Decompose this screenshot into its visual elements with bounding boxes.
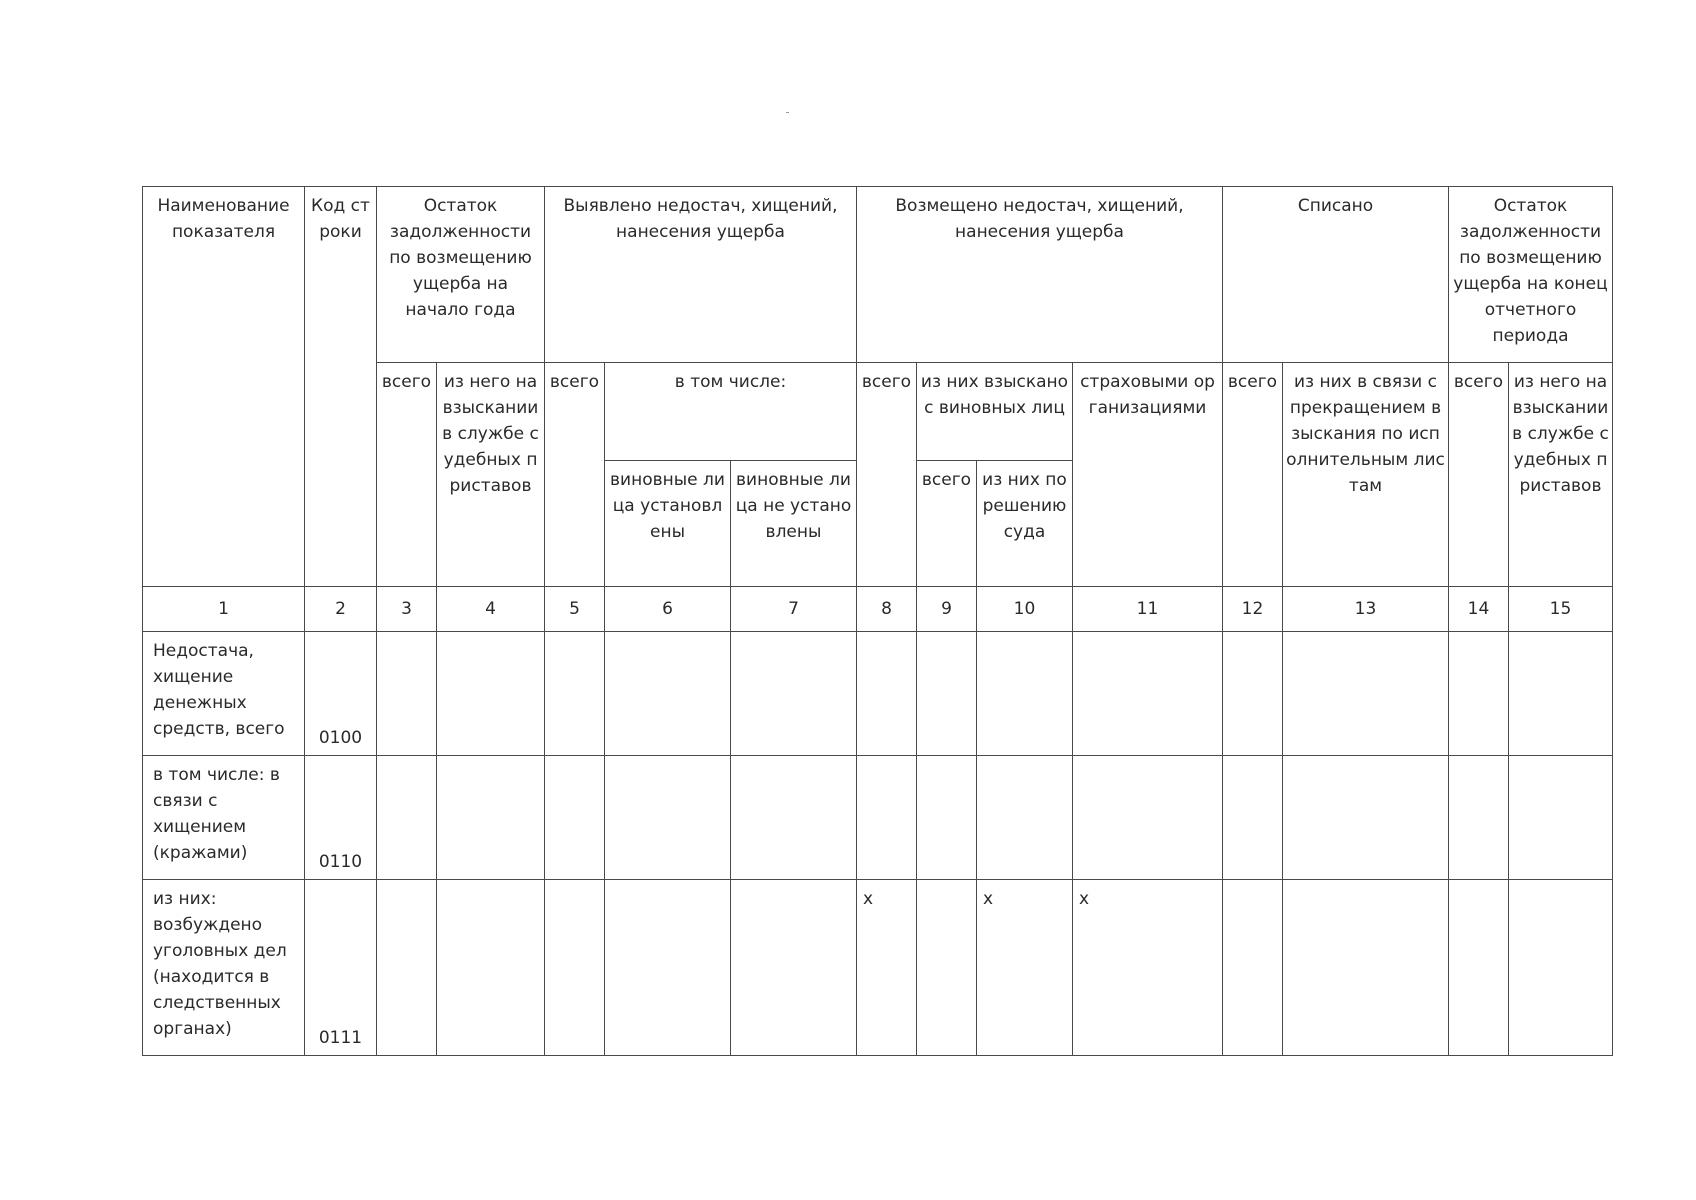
- data-cell: [545, 880, 605, 1056]
- header-compensated-total: всего: [857, 363, 917, 587]
- data-cell: [977, 632, 1073, 756]
- damage-report-table-wrapper: [142, 186, 1613, 1056]
- data-cell: [1283, 880, 1449, 1056]
- data-cell: [977, 756, 1073, 880]
- column-number: 7: [731, 587, 857, 632]
- data-cell: [1223, 632, 1283, 756]
- header-including: в том числе:: [605, 363, 857, 461]
- header-identified: Выявлено недостач, хищений, нанесения ущерба: [545, 187, 857, 363]
- data-cell: [377, 756, 437, 880]
- table-row: [143, 756, 1613, 880]
- row-name: в том числе: в связи с хищением (кражами): [143, 756, 305, 880]
- data-cell: [605, 632, 731, 756]
- data-cell: [605, 756, 731, 880]
- data-cell: [437, 756, 545, 880]
- header-recovered-from-culprits: из них взыскано с виновных лиц: [917, 363, 1073, 461]
- column-number-row: [143, 587, 1613, 632]
- header-balance-start: Остаток задолженности по возмещению ущерба на начало года: [377, 187, 545, 363]
- data-cell: [731, 632, 857, 756]
- header-culprits-identified: виновные лица установлены: [605, 461, 731, 587]
- data-cell: [1449, 632, 1509, 756]
- header-recovered-total: всего: [917, 461, 977, 587]
- data-cell: [731, 756, 857, 880]
- header-insurance: страховыми организациями: [1073, 363, 1223, 587]
- column-number: 3: [377, 587, 437, 632]
- data-cell: [1223, 756, 1283, 880]
- header-indicator-name: Наименование показателя: [143, 187, 305, 587]
- data-cell: [545, 756, 605, 880]
- x-mark-cell: x: [1073, 880, 1223, 1056]
- column-number: 10: [977, 587, 1073, 632]
- data-cell: [437, 880, 545, 1056]
- data-cell: [545, 632, 605, 756]
- column-number: 14: [1449, 587, 1509, 632]
- header-balance-start-bailiff: из него на взыскании в службе судебных приставов: [437, 363, 545, 587]
- header-written-off: Списано: [1223, 187, 1449, 363]
- header-compensated: Возмещено недостач, хищений, нанесения ущерба: [857, 187, 1223, 363]
- data-cell: [857, 756, 917, 880]
- data-cell: [917, 756, 977, 880]
- data-cell: [1073, 756, 1223, 880]
- column-number: 9: [917, 587, 977, 632]
- data-cell: [1509, 632, 1613, 756]
- data-cell: [1073, 632, 1223, 756]
- row-name: из них: возбуждено уголовных дел (находится в следственных органах): [143, 880, 305, 1056]
- header-court-decision: из них по решению суда: [977, 461, 1073, 587]
- data-cell: [1223, 880, 1283, 1056]
- column-number: 12: [1223, 587, 1283, 632]
- data-cell: [1509, 880, 1613, 1056]
- column-number: 5: [545, 587, 605, 632]
- header-balance-start-total: всего: [377, 363, 437, 587]
- x-mark-cell: x: [857, 880, 917, 1056]
- row-code: 0100: [305, 632, 377, 756]
- header-written-off-total: всего: [1223, 363, 1283, 587]
- data-cell: [857, 632, 917, 756]
- header-balance-end-bailiff: из него на взыскании в службе судебных приставов: [1509, 363, 1613, 587]
- row-code: 0111: [305, 880, 377, 1056]
- damage-report-table: [142, 186, 1613, 1056]
- row-code: 0110: [305, 756, 377, 880]
- column-number: 13: [1283, 587, 1449, 632]
- data-cell: [731, 880, 857, 1056]
- data-cell: [1449, 880, 1509, 1056]
- data-cell: [437, 632, 545, 756]
- header-row-code: Код строки: [305, 187, 377, 587]
- data-cell: [1509, 756, 1613, 880]
- column-number: 6: [605, 587, 731, 632]
- data-cell: [377, 632, 437, 756]
- header-balance-end: Остаток задолженности по возмещению ущерба на конец отчетного периода: [1449, 187, 1613, 363]
- column-number: 2: [305, 587, 377, 632]
- data-cell: [917, 880, 977, 1056]
- data-cell: [1449, 756, 1509, 880]
- table-row: [143, 880, 1613, 1056]
- data-cell: [917, 632, 977, 756]
- header-writeoff-reason: из них в связи с прекращением взыскания по исполнительным листам: [1283, 363, 1449, 587]
- column-number: 4: [437, 587, 545, 632]
- data-cell: [605, 880, 731, 1056]
- column-number: 1: [143, 587, 305, 632]
- header-culprits-not-identified: виновные лица не установлены: [731, 461, 857, 587]
- x-mark-cell: x: [977, 880, 1073, 1056]
- column-number: 15: [1509, 587, 1613, 632]
- header-balance-end-total: всего: [1449, 363, 1509, 587]
- data-cell: [377, 880, 437, 1056]
- scan-speck: [786, 112, 789, 113]
- header-identified-total: всего: [545, 363, 605, 587]
- table-row: [143, 632, 1613, 756]
- data-cell: [1283, 756, 1449, 880]
- column-number: 11: [1073, 587, 1223, 632]
- row-name: Недостача, хищение денежных средств, всего: [143, 632, 305, 756]
- column-number: 8: [857, 587, 917, 632]
- data-cell: [1283, 632, 1449, 756]
